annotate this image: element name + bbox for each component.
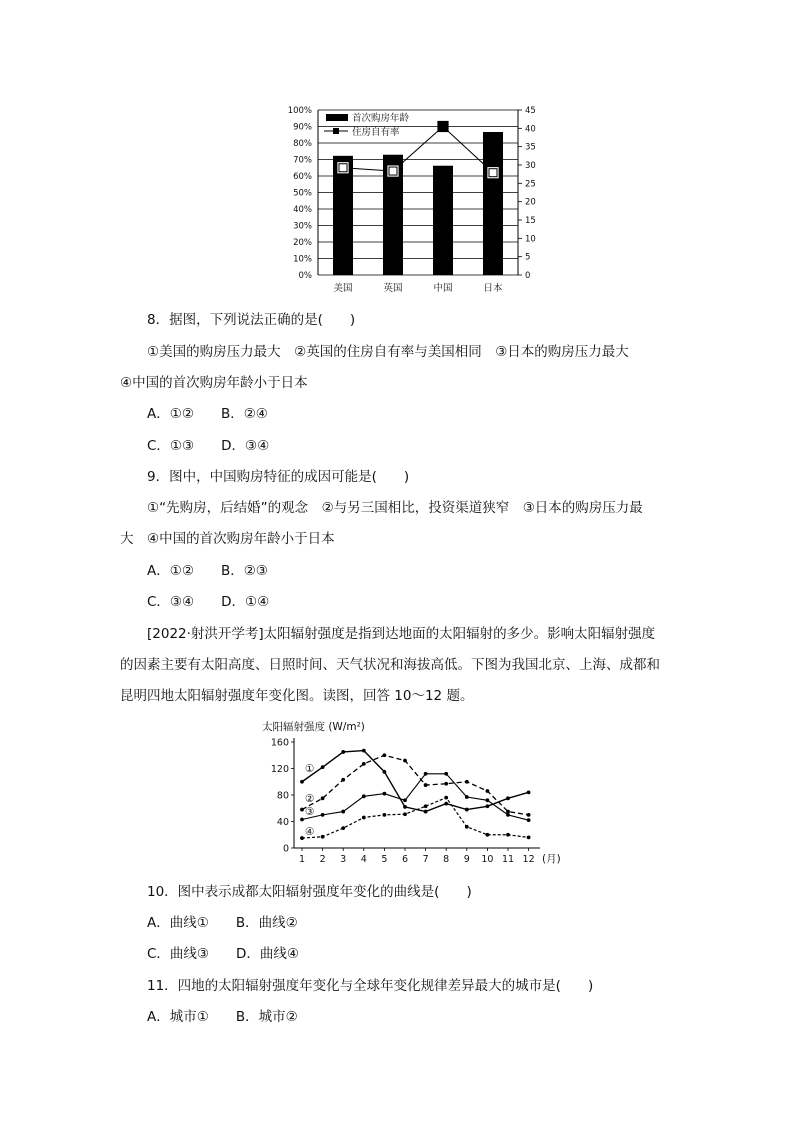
series-point <box>444 796 448 800</box>
y-tick-label: 0 <box>282 843 289 855</box>
series-point <box>424 772 428 776</box>
series-point <box>506 833 510 837</box>
series-point <box>341 750 345 754</box>
question-8-statements-cont: ④中国的首次购房年龄小于日本 <box>120 375 308 391</box>
series-point <box>403 805 407 809</box>
series-point <box>465 795 469 799</box>
series-point <box>300 836 304 840</box>
right-tick-label: 5 <box>525 252 531 263</box>
right-tick-label: 25 <box>525 179 536 190</box>
left-tick-label: 10% <box>293 254 312 265</box>
curve-label: ④ <box>305 826 315 838</box>
question-10-options-ab: A．曲线① B．曲线② <box>147 915 298 931</box>
series-point <box>383 792 387 796</box>
y-tick-label: 40 <box>276 817 289 828</box>
series-point <box>383 813 387 817</box>
series-point <box>486 798 490 802</box>
question-11-options-ab: A．城市① B．城市② <box>147 1009 298 1025</box>
x-tick-label: 10 <box>481 854 494 865</box>
right-tick-label: 40 <box>525 124 536 135</box>
question-8: 8．据图，下列说法正确的是( ) <box>147 312 356 328</box>
curve-label: ③ <box>305 806 315 818</box>
question-9: 9．图中，中国购房特征的成因可能是( ) <box>147 469 410 485</box>
question-9-options-cd: C．③④ D．①④ <box>147 594 270 610</box>
series-point <box>341 778 345 782</box>
legend-bar-label: 首次购房年龄 <box>352 113 410 124</box>
x-tick-label: 6 <box>401 854 409 865</box>
series-point <box>486 789 490 793</box>
series-point <box>486 804 490 808</box>
series-point <box>362 762 366 766</box>
y-tick-label: 80 <box>276 790 289 802</box>
series-line <box>302 751 529 812</box>
series-point <box>424 810 428 814</box>
series-point <box>465 780 469 784</box>
intro-paragraph-line-1: [2022·射洪开学考]太阳辐射强度是指到达地面的太阳辐射的多少。影响太阳辐射强度 <box>147 626 656 642</box>
right-tick-label: 15 <box>525 216 536 226</box>
category-label: 英国 <box>383 283 403 294</box>
series-point <box>444 772 448 776</box>
question-8-statements: ①美国的购房压力最大 ②英国的住房自有率与美国相同 ③日本的购房压力最大 <box>147 344 629 360</box>
series-point <box>383 770 387 774</box>
x-tick-label: 4 <box>360 854 367 865</box>
y-axis-title: 太阳辐射强度 (W/m²) <box>262 721 365 733</box>
left-tick-label: 80% <box>293 139 312 149</box>
series-point <box>424 783 428 787</box>
x-tick-label: 8 <box>443 854 450 865</box>
series-point <box>300 780 304 784</box>
left-tick-label: 30% <box>293 221 312 232</box>
left-tick-label: 90% <box>293 122 312 133</box>
left-tick-label: 20% <box>293 238 312 248</box>
series-point <box>341 826 345 830</box>
question-9-options-ab: A．①② B．②③ <box>147 563 268 579</box>
legend-line-label: 住房自有率 <box>352 127 400 138</box>
curve-label: ① <box>305 763 315 775</box>
right-tick-label: 10 <box>525 234 536 245</box>
series-point <box>321 796 325 800</box>
series-point <box>321 765 325 769</box>
series-point <box>300 808 304 812</box>
series-point <box>527 790 531 794</box>
x-tick-label: 7 <box>422 854 429 865</box>
question-8-options-ab: A．①② B．②④ <box>147 406 268 422</box>
series-point <box>444 782 448 786</box>
right-tick-label: 0 <box>525 271 531 281</box>
left-tick-label: 0% <box>298 271 312 281</box>
series-point <box>527 836 531 840</box>
series-point <box>465 825 469 829</box>
series-point <box>506 810 510 814</box>
series-point <box>300 818 304 822</box>
series-point <box>341 810 345 814</box>
series-point <box>403 798 407 802</box>
left-tick-label: 100% <box>287 106 312 116</box>
y-tick-label: 160 <box>270 737 289 749</box>
x-tick-label: 5 <box>381 854 388 865</box>
x-tick-label: 9 <box>463 854 470 865</box>
intro-paragraph-line-3: 昆明四地太阳辐射强度年变化图。读图，回答 10～12 题。 <box>120 688 474 704</box>
series-point <box>362 749 366 753</box>
series-point <box>362 816 366 820</box>
question-10: 10．图中表示成都太阳辐射强度年变化的曲线是( ) <box>147 884 472 900</box>
left-tick-label: 60% <box>293 172 312 182</box>
series-point <box>424 804 428 808</box>
left-tick-label: 40% <box>293 205 312 215</box>
series-line <box>302 774 529 820</box>
x-tick-label: 2 <box>319 854 326 865</box>
left-tick-label: 50% <box>293 188 312 199</box>
question-9-statements-cont: 大 ④中国的首次购房年龄小于日本 <box>120 531 335 547</box>
x-tick-label: 3 <box>340 854 347 865</box>
y-tick-label: 120 <box>270 764 289 775</box>
intro-paragraph-line-2: 的因素主要有太阳高度、日照时间、天气状况和海拔高低。下图为我国北京、上海、成都和 <box>120 657 660 673</box>
right-tick-label: 35 <box>525 142 536 153</box>
series-point <box>321 835 325 839</box>
question-9-statements: ①“先购房，后结婚”的观念 ②与另三国相比，投资渠道狭窄 ③日本的购房压力最 <box>147 500 643 516</box>
right-tick-label: 30 <box>525 161 536 171</box>
curve-label: ② <box>305 793 315 805</box>
series-point <box>383 753 387 757</box>
left-tick-label: 70% <box>293 155 312 166</box>
series-point <box>506 813 510 817</box>
category-label: 美国 <box>333 283 353 294</box>
series-point <box>403 759 407 763</box>
right-tick-label: 45 <box>525 106 536 116</box>
series-point <box>321 813 325 817</box>
question-11: 11．四地的太阳辐射强度年变化与全球年变化规律差异最大的城市是( ) <box>147 978 594 994</box>
question-8-options-cd: C．①③ D．③④ <box>147 438 270 454</box>
series-point <box>527 813 531 817</box>
series-point <box>506 796 510 800</box>
category-label: 中国 <box>433 283 453 294</box>
x-tick-label: 1 <box>298 854 306 865</box>
series-point <box>486 833 490 837</box>
series-point <box>527 818 531 822</box>
series-point <box>444 802 448 806</box>
x-tick-label: 11 <box>501 854 515 865</box>
series-point <box>403 812 407 816</box>
x-unit-label: (月) <box>542 853 561 865</box>
series-point <box>465 808 469 812</box>
series-point <box>362 794 366 798</box>
question-10-options-cd: C．曲线③ D．曲线④ <box>147 946 300 962</box>
right-tick-label: 20 <box>525 197 536 208</box>
x-tick-label: 12 <box>522 854 535 865</box>
category-label: 日本 <box>483 283 503 294</box>
